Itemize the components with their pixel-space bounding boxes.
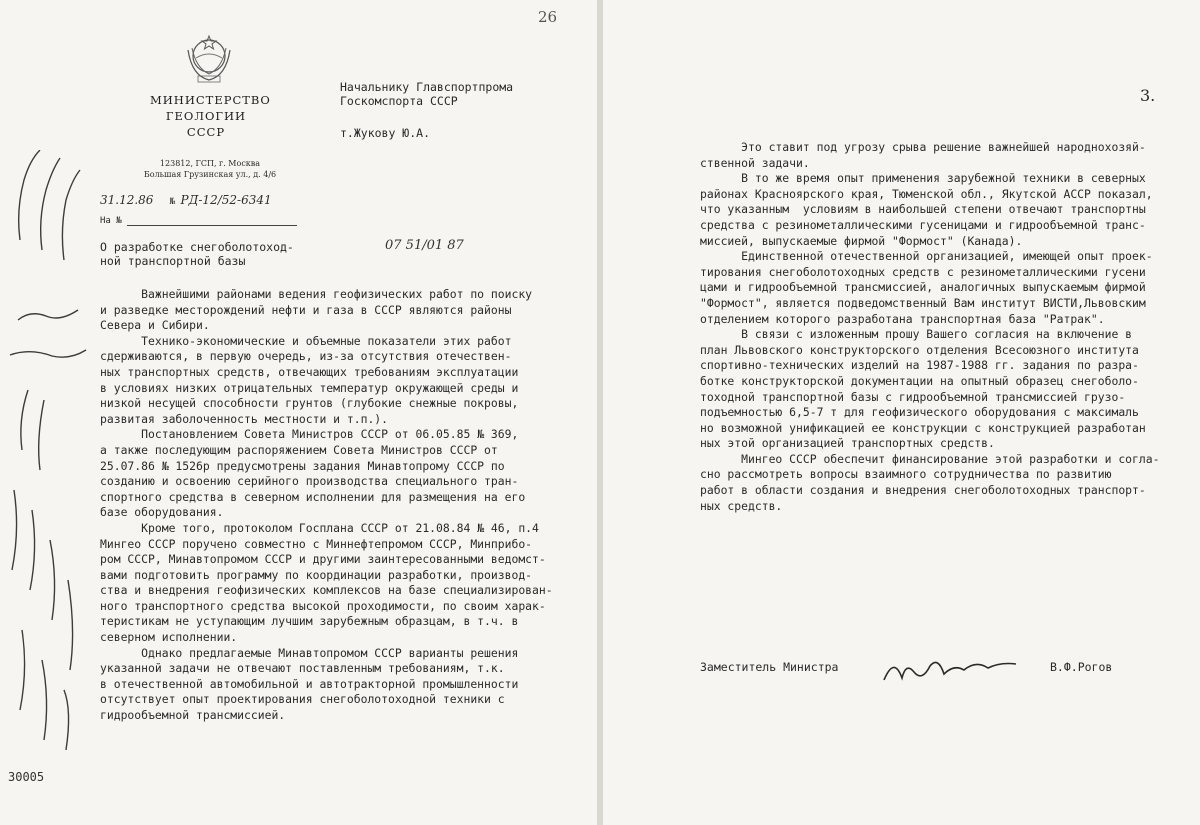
body-line: сно рассмотреть вопросы взаимного сотрудничества по развитию xyxy=(700,467,1112,482)
body-line: В то же время опыт применения зарубежной техники в северных xyxy=(700,171,1146,186)
body-line: отсутствует опыт проектирования снегоболотоходной техники с xyxy=(100,692,505,707)
body-line: базе оборудования. xyxy=(100,505,224,520)
reply-to-line: На № xyxy=(100,216,297,226)
body-line: и разведке месторождений нефти и газа в СССР являются районы xyxy=(100,302,512,317)
body-line: развитая заболоченность местности и т.п.). xyxy=(100,411,389,426)
body-line: ных средств. xyxy=(700,498,783,513)
archive-page-number: 26 xyxy=(538,8,558,26)
body-line: миссией, выпускаемые фирмой "Формост" (Канада). xyxy=(700,233,1023,248)
addressee-name: т.Жукову Ю.А. xyxy=(340,126,431,140)
letter-body-right xyxy=(700,140,1159,514)
body-line: в условиях низких отрицательных температур окружающей среды и xyxy=(100,380,519,395)
outgoing-date: 31.12.86 xyxy=(100,193,154,207)
ministry-name: МИНИСТЕРСТВО ГЕОЛОГИИ СССР xyxy=(150,93,271,139)
body-line: а также последующим распоряжением Совета Министров СССР от xyxy=(100,442,498,457)
state-emblem-icon xyxy=(178,30,240,86)
handwritten-signature xyxy=(880,652,1020,686)
body-line: что указанным условиям в наибольшей степени отвечают транспортны xyxy=(700,202,1146,217)
body-line: ром СССР, Минавтопромом СССР и другими заинтересованными ведомст- xyxy=(100,552,546,567)
body-line: ботке конструкторской документации на опытный образец снегоболо- xyxy=(700,373,1139,388)
body-line: тоходной транспортной базы с гидрообъемной трансмиссией грузо- xyxy=(700,389,1126,404)
body-line: вами подготовить программу по координации разработки, производ- xyxy=(100,567,533,582)
body-line: гидрообъемной трансмиссией. xyxy=(100,708,286,723)
body-line: Севера и Сибири. xyxy=(100,318,210,333)
body-line: созданию и освоению серийного производства специального тран- xyxy=(100,474,519,489)
body-line: цами и гидрообъемной трансмиссией, аналогичных выпускаемым фирмой xyxy=(700,280,1146,295)
body-line: подъемностью 6,5-7 т для геофизического оборудования с максималь xyxy=(700,405,1139,420)
incoming-registration-mark: 07 51/01 87 xyxy=(385,238,464,253)
letter-body-left xyxy=(100,287,553,724)
body-line: Мингео СССР обеспечит финансирование этой разработки и согла- xyxy=(700,451,1160,466)
body-line: 25.07.86 № 1526р предусмотрены задания Минавтопрому СССР по xyxy=(100,458,505,473)
body-line: сдерживаются, в первую очередь, из-за отсутствия отечествен- xyxy=(100,349,512,364)
body-line: Мингео СССР поручено совместно с Миннефтепромом СССР, Минприбо- xyxy=(100,536,533,551)
body-line: средства с резинометаллическими гусеницами и гидрообъемной транс- xyxy=(700,217,1146,232)
body-line: в отечественной автомобильной и автотракторной промышленности xyxy=(100,676,519,691)
body-line: "Формост", является подведомственный Вам институт ВИСТИ,Львовским xyxy=(700,295,1146,310)
body-line: Однако предлагаемые Минавтопромом СССР варианты решения xyxy=(100,645,519,660)
body-line: отделением которого разработана транспортная база "Ратрак". xyxy=(700,311,1105,326)
outgoing-number: РД-12/52-6341 xyxy=(180,193,272,207)
body-line: но возможной унификацией ее конструкции с конструкцией разработан xyxy=(700,420,1146,435)
stamp-number: 30005 xyxy=(8,770,45,784)
signatory-title: Заместитель Министра xyxy=(700,660,839,674)
body-line: Это ставит под угрозу срыва решение важнейшей народнохозяй- xyxy=(700,140,1146,154)
body-line: Кроме того, протоколом Госплана СССР от 21.08.84 № 46, п.4 xyxy=(100,520,539,535)
body-line: Единственной отечественной организацией, имеющей опыт проек- xyxy=(700,249,1153,264)
body-line: план Львовского конструкторского отделения Всесоюзного института xyxy=(700,342,1139,357)
body-line: ных этой организацией транспортных средств. xyxy=(700,436,995,451)
body-line: указанной задачи не отвечают поставленным требованиям, т.к. xyxy=(100,661,505,676)
body-line: спортного средства в северном исполнении для размещения на его xyxy=(100,489,526,504)
body-line: ственной задачи. xyxy=(700,155,810,170)
addressee: Начальнику Главспортпрома Госкомспорта СССР xyxy=(340,80,514,108)
body-line: В связи с изложенным прошу Вашего согласия на включение в xyxy=(700,327,1133,342)
body-line: северном исполнении. xyxy=(100,630,238,645)
body-line: ных транспортных средств, отвечающих требованиям эксплуатации xyxy=(100,364,519,379)
body-line: спортивно-технических изделий на 1987-1988 гг. задания по разра- xyxy=(700,358,1139,373)
signatory-name: В.Ф.Рогов xyxy=(1050,660,1113,674)
body-line: теристикам не уступающим лучшим зарубежным образцам, в т.ч. в xyxy=(100,614,519,629)
body-line: тирования снегоболотоходных средств с резинометаллическими гусени xyxy=(700,264,1146,279)
body-line: Постановлением Совета Министров СССР от 06.05.85 № 369, xyxy=(100,427,519,442)
letter-subject: О разработке снегоболотоход- ной транспортной базы xyxy=(100,240,294,268)
registration-line: 31.12.86 № РД-12/52-6341 xyxy=(100,193,272,207)
page-number: 3. xyxy=(1140,86,1156,105)
body-line: районах Красноярского края, Тюменской обл., Якутской АССР показал, xyxy=(700,186,1153,201)
body-line: Важнейшими районами ведения геофизических работ по поиску xyxy=(100,287,533,301)
body-line: Технико-экономические и объемные показатели этих работ xyxy=(100,333,512,348)
body-line: ства и внедрения геофизических комплексов на базе специализирован- xyxy=(100,583,553,598)
body-line: работ в области создания и внедрения снегоболотоходных транспорт- xyxy=(700,483,1146,498)
left-page xyxy=(0,0,597,825)
handwritten-margin-notes xyxy=(0,150,100,760)
body-line: ного транспортного средства высокой проходимости, по своим харак- xyxy=(100,598,546,613)
body-line: низкой несущей способности грунтов (глубокие снежные покровы, xyxy=(100,396,519,411)
ministry-address: 123812, ГСП, г. Москва Большая Грузинская ул., д. 4/6 xyxy=(143,159,277,179)
